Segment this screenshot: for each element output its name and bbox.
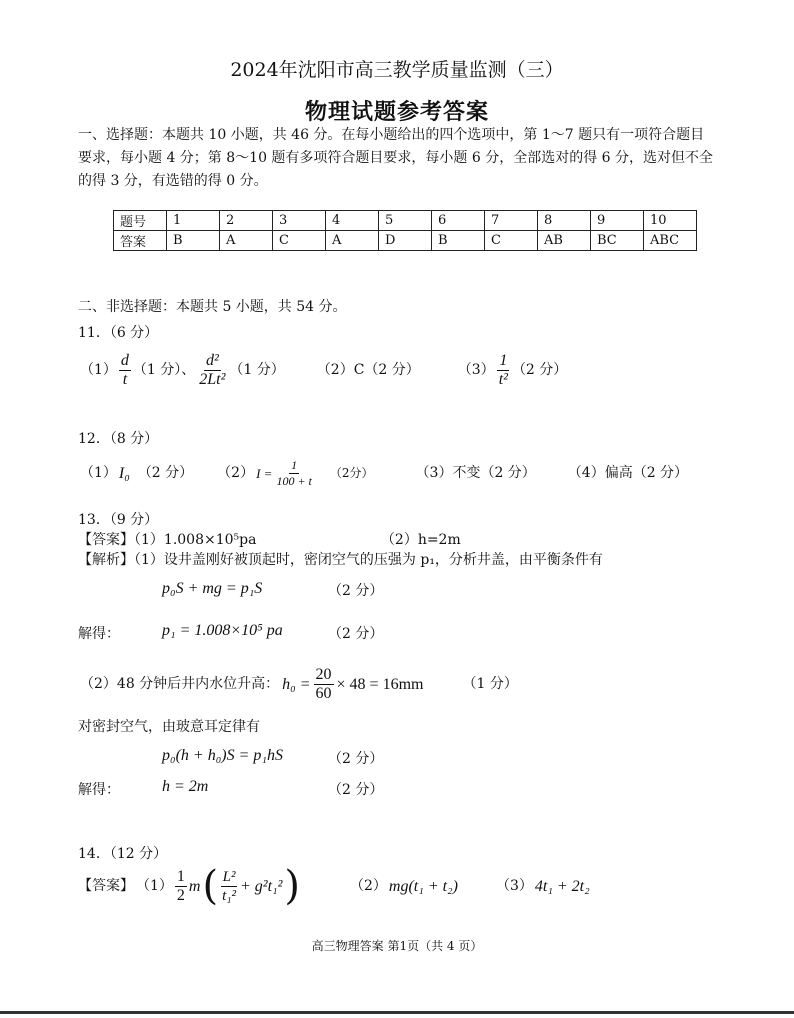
q12-score-1: （2 分） bbox=[137, 465, 194, 481]
q14-answer-line bbox=[78, 863, 590, 909]
table-cell: A bbox=[326, 231, 379, 251]
q12-part2-label: （2） bbox=[217, 465, 255, 481]
table-cell: 1 bbox=[167, 211, 220, 231]
q13-answer-1: （1）1.008×10⁵pa bbox=[134, 532, 257, 548]
q11-score-3: （2 分） bbox=[511, 362, 568, 378]
page-title: 2024年沈阳市高三教学质量监测（三） bbox=[230, 59, 564, 81]
q14-right-paren: ) bbox=[284, 863, 300, 909]
table-row-numbers bbox=[114, 211, 697, 231]
q13-part2-line bbox=[80, 666, 518, 703]
q13-analysis-1: （1）设井盖刚好被顶起时，密闭空气的压强为 p₁，分析井盖，由平衡条件有 bbox=[134, 552, 603, 568]
table-cell: 9 bbox=[591, 211, 644, 231]
q14-heading: 14．（12 分） bbox=[78, 846, 168, 862]
q13-solve-label-2: 解得： bbox=[78, 782, 120, 798]
q13-answer-tag: 【答案】 bbox=[78, 532, 134, 548]
section2-intro: 二、非选择题：本题共 5 小题，共 54 分。 bbox=[78, 299, 347, 315]
table-cell: B bbox=[167, 231, 220, 251]
q11-score-2: （1 分） bbox=[229, 362, 285, 378]
q13-part2-h0: h₀ = bbox=[282, 676, 311, 693]
q13-equation-3-score: （2 分） bbox=[328, 751, 384, 767]
q13-part2-text: （2）48 分钟后井内水位升高： bbox=[80, 676, 280, 692]
q12-part4: （4）偏高（2 分） bbox=[567, 465, 689, 481]
q14-part3-math: 4t₁ + 2t₂ bbox=[534, 877, 590, 895]
q13-equation-2-score: （2 分） bbox=[328, 626, 384, 642]
q11-heading: 11．（6 分） bbox=[78, 325, 159, 341]
q11-fraction-1-over-t2: $\frac{1}{\text{t²}}$ bbox=[498, 352, 508, 388]
q11-part2: （2）C（2 分） bbox=[316, 362, 420, 378]
table-cell: 4 bbox=[326, 211, 379, 231]
q13-part2-score: （1 分） bbox=[462, 676, 518, 692]
q12-heading: 12．（8 分） bbox=[78, 431, 159, 447]
choice-answer-table bbox=[113, 210, 697, 251]
q14-fraction-half: $\frac{1}{2}$ bbox=[176, 867, 185, 904]
q12-part3: （3）不变（2 分） bbox=[415, 465, 536, 481]
table-cell: C bbox=[273, 231, 326, 251]
q14-part1-label: （1） bbox=[136, 877, 173, 894]
q12-answers bbox=[80, 458, 688, 489]
table-cell: 2 bbox=[220, 211, 273, 231]
q13-equation-4: h = 2m bbox=[162, 778, 209, 795]
table-cell: 3 bbox=[273, 211, 326, 231]
page-subtitle: 物理试题参考答案 bbox=[304, 99, 489, 125]
q14-mass-symbol: m bbox=[188, 877, 201, 895]
q13-equation-1-score: （2 分） bbox=[328, 583, 384, 599]
q12-part1-math: I₀ bbox=[118, 465, 130, 482]
q13-answer-2: （2）h=2m bbox=[380, 532, 461, 548]
q11-fraction-d2-over-2lt2: $\frac{\text{d²}}{\text{2Lt²}}$ bbox=[199, 352, 226, 388]
q14-part1-rest: + g²t₁² bbox=[239, 877, 283, 895]
q14-part2-math: mg(t₁ + t₂) bbox=[388, 877, 458, 895]
q13-solve-label-1: 解得： bbox=[78, 626, 120, 642]
q14-left-paren: ( bbox=[202, 863, 219, 909]
q11-answers bbox=[80, 352, 567, 389]
q12-fraction-1-over-100-plus-t: $\frac{1}{100 + t}$ bbox=[276, 458, 312, 488]
table-cell: B bbox=[432, 231, 485, 251]
q13-analysis-tag: 【解析】 bbox=[78, 552, 134, 568]
q13-part2-rest: × 48 = 16mm bbox=[336, 676, 424, 693]
bottom-edge-divider bbox=[0, 1011, 794, 1014]
q13-equation-4-score: （2 分） bbox=[328, 782, 384, 798]
table-cell: 8 bbox=[538, 211, 591, 231]
q12-score-2: （2分） bbox=[329, 466, 374, 480]
row-header-number: 题号 bbox=[114, 211, 167, 231]
q14-fraction-l2-over-t12: $\frac{\text{L²}}{\text{t₁²}}$ bbox=[222, 868, 236, 904]
table-cell: AB bbox=[538, 231, 591, 251]
q11-fraction-d-over-t: $\frac{d}{t}$ bbox=[120, 352, 129, 388]
q14-part2-label: （2） bbox=[350, 877, 387, 894]
row-header-answer: 答案 bbox=[114, 231, 167, 251]
q14-answer-tag: 【答案】 bbox=[78, 877, 134, 894]
table-cell: D bbox=[379, 231, 432, 251]
q12-part1-label: （1） bbox=[80, 465, 117, 481]
q14-part3-label: （3） bbox=[495, 877, 533, 894]
table-cell: 7 bbox=[485, 211, 538, 231]
q11-part1-label: （1） bbox=[80, 362, 117, 378]
q11-part3-label: （3） bbox=[457, 362, 495, 378]
q13-boyle-text: 对密封空气，由玻意耳定律有 bbox=[78, 719, 260, 735]
q13-equation-3: p₀(h + h₀)S = p₁hS bbox=[162, 747, 283, 764]
page-footer: 高三物理答案 第1页（共 4 页） bbox=[311, 939, 483, 953]
q13-fraction-20-over-60: $\frac{20}{60}$ bbox=[315, 666, 332, 702]
q12-part2-math: I = bbox=[256, 466, 273, 481]
table-cell: BC bbox=[591, 231, 644, 251]
q11-score-1: （1 分）、 bbox=[132, 362, 196, 378]
table-cell: C bbox=[485, 231, 538, 251]
table-cell: ABC bbox=[644, 231, 697, 251]
q13-equation-1: p₀S + mg = p₁S bbox=[162, 580, 263, 597]
q13-equation-2: p₁ = 1.008×10⁵ pa bbox=[162, 622, 283, 639]
section1-intro: 一、选择题：本题共 10 小题，共 46 分。在每小题给出的四个选项中，第 1～7 题只有一项符合题目要求，每小题 4 分；第 8～10 题有多项符合题目要求，每小题 6 分，全部选对的得 6 分，选对但不全的得 3 分，有选错的得 0 分。 bbox=[78, 127, 714, 189]
q13-heading: 13．（9 分） bbox=[78, 512, 159, 528]
table-cell: 10 bbox=[644, 211, 697, 231]
table-cell: 5 bbox=[379, 211, 432, 231]
q13-analysis-line bbox=[78, 549, 603, 572]
table-cell: 6 bbox=[432, 211, 485, 231]
table-row-answers bbox=[114, 231, 697, 251]
table-cell: A bbox=[220, 231, 273, 251]
